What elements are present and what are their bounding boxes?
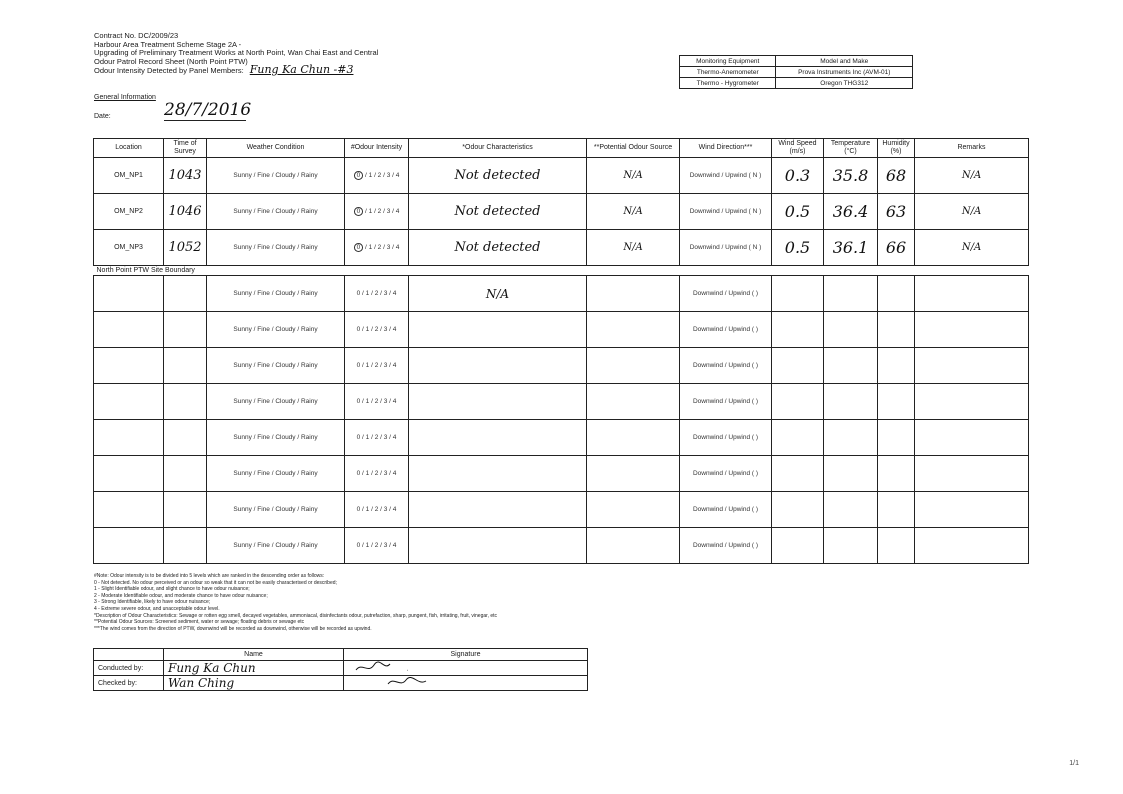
wind-direction-cell: Downwind / Upwind ( ) xyxy=(680,384,772,420)
humidity-cell: 68 xyxy=(878,158,915,194)
weather-cell: Sunny / Fine / Cloudy / Rainy xyxy=(207,384,345,420)
characteristics-cell: Not detected xyxy=(409,158,587,194)
table-header-row xyxy=(94,139,1029,158)
project-title: Upgrading of Preliminary Treatment Works at North Point, Wan Chai East and Central xyxy=(94,48,379,57)
col-wind-speed: Wind Speed (m/s) xyxy=(772,139,824,158)
temperature-cell: 36.4 xyxy=(824,194,878,230)
table-row xyxy=(94,384,1029,420)
name-header: Name xyxy=(164,649,344,661)
document-header xyxy=(94,32,378,76)
col-intensity: #Odour Intensity xyxy=(345,139,409,158)
table-row xyxy=(94,456,1029,492)
time-cell: 1046 xyxy=(164,194,207,230)
characteristics-cell: Not detected xyxy=(409,230,587,266)
general-info-heading: General Information xyxy=(94,94,156,101)
table-row xyxy=(94,420,1029,456)
panel-row xyxy=(94,63,378,76)
weather-cell: Sunny / Fine / Cloudy / Rainy xyxy=(207,528,345,564)
table-row xyxy=(94,158,1029,194)
equipment-name: Thermo-Anemometer xyxy=(680,67,776,78)
panel-member-value: Fung Ka Chun -#3 xyxy=(249,63,354,76)
source-cell: N/A xyxy=(587,230,680,266)
signature-header: Signature xyxy=(344,649,588,661)
col-humidity: Humidity (%) xyxy=(878,139,915,158)
temperature-cell: 35.8 xyxy=(824,158,878,194)
weather-cell: Sunny / Fine / Cloudy / Rainy xyxy=(207,348,345,384)
remarks-cell: N/A xyxy=(915,230,1029,266)
wind-direction-cell: Downwind / Upwind ( ) xyxy=(680,528,772,564)
col-location: Location xyxy=(94,139,164,158)
odour-record-table xyxy=(93,138,1029,564)
intensity-cell: 0 / 1 / 2 / 3 / 4 xyxy=(345,420,409,456)
wind-speed-cell: 0.5 xyxy=(772,194,824,230)
weather-cell: Sunny / Fine / Cloudy / Rainy xyxy=(207,492,345,528)
wind-direction-cell: Downwind / Upwind ( N ) xyxy=(680,158,772,194)
table-row xyxy=(94,312,1029,348)
col-wind-direction: Wind Direction*** xyxy=(680,139,772,158)
wind-direction-cell: Downwind / Upwind ( ) xyxy=(680,492,772,528)
checked-name: Wan Ching xyxy=(164,676,344,691)
col-weather: Weather Condition xyxy=(207,139,345,158)
conducted-label: Conducted by: xyxy=(94,661,164,676)
weather-cell: Sunny / Fine / Cloudy / Rainy xyxy=(207,420,345,456)
wind-speed-cell: 0.5 xyxy=(772,230,824,266)
note-line: ***The wind comes from the direction of PTW, downwind will be recorded as downwind, otherwise will be recorded as upwind. xyxy=(94,625,372,632)
col-remarks: Remarks xyxy=(915,139,1029,158)
intensity-cell: 0 / 1 / 2 / 3 / 4 xyxy=(345,230,409,266)
location-cell: OM_NP1 xyxy=(94,158,164,194)
panel-label: Odour Intensity Detected by Panel Members: xyxy=(94,66,244,75)
equipment-table xyxy=(679,55,913,89)
wind-direction-cell: Downwind / Upwind ( ) xyxy=(680,276,772,312)
weather-cell: Sunny / Fine / Cloudy / Rainy xyxy=(207,276,345,312)
note-line: 1 - Slight Identifiable odour, and slight chance to have odour nuisance; xyxy=(94,586,250,593)
wind-speed-cell: 0.3 xyxy=(772,158,824,194)
intensity-cell: 0 / 1 / 2 / 3 / 4 xyxy=(345,456,409,492)
note-line: #Note: Odour intensity is to be divided into 5 levels which are ranked in the descending order as follows: xyxy=(94,573,325,579)
date-value: 28/7/2016 xyxy=(164,100,252,120)
col-temperature: Temperature (°C) xyxy=(824,139,878,158)
remarks-cell: N/A xyxy=(915,158,1029,194)
location-cell: OM_NP3 xyxy=(94,230,164,266)
note-line: *Description of Odour Characteristics: Sewage or rotten egg smell, decayed vegetables, ammoniacal, disinfectants odour, putrefaction, sharp, pungent, fish, irritating, fruit, vinegar, etc xyxy=(94,612,497,619)
intensity-circled: 0 xyxy=(354,207,364,216)
contract-number: Contract No. DC/2009/23 xyxy=(94,31,179,40)
weather-cell: Sunny / Fine / Cloudy / Rainy xyxy=(207,158,345,194)
humidity-cell: 66 xyxy=(878,230,915,266)
intensity-cell: 0 / 1 / 2 / 3 / 4 xyxy=(345,528,409,564)
table-row xyxy=(94,194,1029,230)
intensity-circled: 0 xyxy=(354,243,364,252)
equipment-name: Thermo - Hygrometer xyxy=(680,78,776,89)
checked-label: Checked by: xyxy=(94,676,164,691)
weather-cell: Sunny / Fine / Cloudy / Rainy xyxy=(207,194,345,230)
col-source: **Potential Odour Source xyxy=(587,139,680,158)
equipment-header: Monitoring Equipment xyxy=(680,56,776,67)
sheet-title: Odour Patrol Record Sheet (North Point PTW) xyxy=(94,56,248,66)
remarks-cell: N/A xyxy=(915,194,1029,230)
characteristics-cell: Not detected xyxy=(409,194,587,230)
signature-scribble-icon xyxy=(348,676,428,688)
table-row xyxy=(94,528,1029,564)
table-row xyxy=(94,492,1029,528)
table-row xyxy=(94,230,1029,266)
col-characteristics: *Odour Characteristics xyxy=(409,139,587,158)
boundary-label: North Point PTW Site Boundary xyxy=(94,266,1029,276)
humidity-cell: 63 xyxy=(878,194,915,230)
table-row xyxy=(94,348,1029,384)
signature-scribble-icon xyxy=(348,661,408,673)
time-cell: 1052 xyxy=(164,230,207,266)
conducted-name: Fung Ka Chun xyxy=(164,661,344,676)
wind-direction-cell: Downwind / Upwind ( ) xyxy=(680,456,772,492)
boundary-row xyxy=(94,266,1029,276)
wind-direction-cell: Downwind / Upwind ( N ) xyxy=(680,230,772,266)
wind-direction-cell: Downwind / Upwind ( ) xyxy=(680,312,772,348)
notes-block xyxy=(94,573,614,632)
conducted-signature xyxy=(344,661,588,676)
signature-table xyxy=(93,648,588,691)
intensity-cell: 0 / 1 / 2 / 3 / 4 xyxy=(345,194,409,230)
time-cell: 1043 xyxy=(164,158,207,194)
table-row xyxy=(94,276,1029,312)
project-line: Harbour Area Treatment Scheme Stage 2A - xyxy=(94,39,242,49)
wind-direction-cell: Downwind / Upwind ( ) xyxy=(680,348,772,384)
note-line: 2 - Moderate Identifiable odour, and moderate chance to have odour nuisance; xyxy=(94,592,268,599)
wind-direction-cell: Downwind / Upwind ( ) xyxy=(680,420,772,456)
model-header: Model and Make xyxy=(776,56,913,67)
weather-cell: Sunny / Fine / Cloudy / Rainy xyxy=(207,456,345,492)
characteristics-cell: N/A xyxy=(409,276,587,312)
date-label: Date: xyxy=(94,113,111,120)
intensity-cell: 0 / 1 / 2 / 3 / 4 xyxy=(345,312,409,348)
col-time: Time of Survey xyxy=(164,139,207,158)
intensity-cell: 0 / 1 / 2 / 3 / 4 xyxy=(345,384,409,420)
intensity-cell: 0 / 1 / 2 / 3 / 4 xyxy=(345,348,409,384)
intensity-cell: 0 / 1 / 2 / 3 / 4 xyxy=(345,276,409,312)
note-line: 3 - Strong Identifiable, likely to have odour nuisance; xyxy=(94,599,211,606)
temperature-cell: 36.1 xyxy=(824,230,878,266)
page-number: 1/1 xyxy=(1069,760,1079,767)
note-line: 4 - Extreme severe odour, and unacceptable odour level. xyxy=(94,605,220,612)
weather-cell: Sunny / Fine / Cloudy / Rainy xyxy=(207,312,345,348)
source-cell: N/A xyxy=(587,158,680,194)
note-line: 0 - Not detected. No odour perceived or an odour so weak that it can not be easily characterised or described; xyxy=(94,579,337,586)
intensity-cell: 0 / 1 / 2 / 3 / 4 xyxy=(345,158,409,194)
intensity-circled: 0 xyxy=(354,171,364,180)
source-cell: N/A xyxy=(587,194,680,230)
wind-direction-cell: Downwind / Upwind ( N ) xyxy=(680,194,772,230)
equipment-model: Oregon THG312 xyxy=(776,78,913,89)
checked-signature xyxy=(344,676,588,691)
note-line: **Potential Odour Sources: Screened sediment, water or sewage; floating debris or sewage etc xyxy=(94,619,305,626)
equipment-model: Prova Instruments Inc (AVM-01) xyxy=(776,67,913,78)
intensity-cell: 0 / 1 / 2 / 3 / 4 xyxy=(345,492,409,528)
location-cell: OM_NP2 xyxy=(94,194,164,230)
weather-cell: Sunny / Fine / Cloudy / Rainy xyxy=(207,230,345,266)
